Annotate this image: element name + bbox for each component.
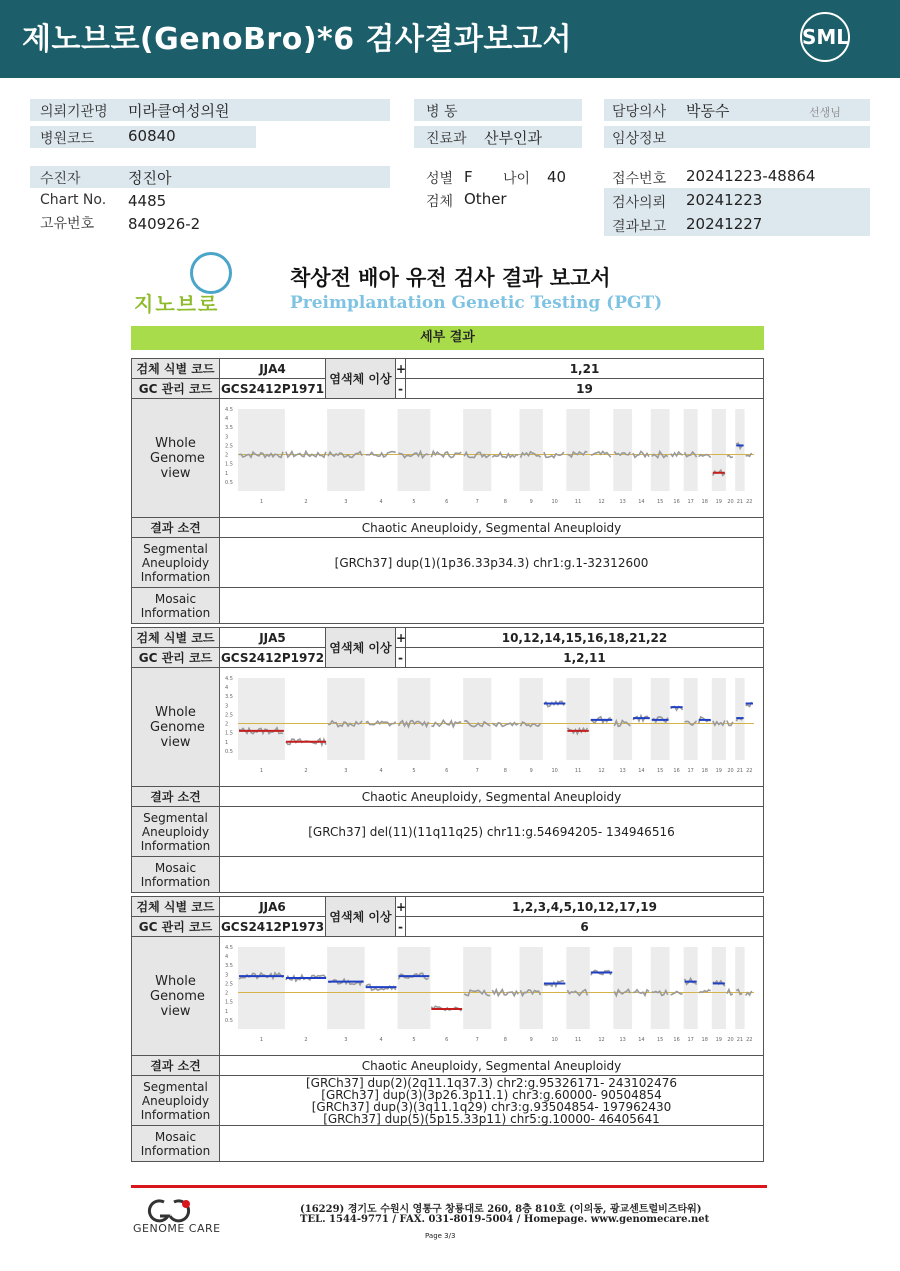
x-tick-label: 14 xyxy=(638,1037,645,1043)
segmental-value xyxy=(220,807,764,857)
segmental-line: [GRCh37] dup(3)(3q11.1q29) chr3:g.93504854- 197962430 xyxy=(311,1099,672,1114)
y-tick-label: 1.5 xyxy=(225,999,233,1006)
doctor-suffix: 선생님 xyxy=(809,106,841,119)
y-tick-label: 2 xyxy=(225,721,229,728)
chromosome-band xyxy=(684,678,698,760)
x-tick-label: 19 xyxy=(715,499,723,505)
x-tick-label: 19 xyxy=(715,1037,723,1043)
brand-name: 지노브로 xyxy=(134,292,220,316)
company-name: GENOME CARE xyxy=(133,1222,221,1235)
whole-genome-chart xyxy=(220,668,764,787)
chromosome-band xyxy=(519,678,542,760)
chromosome-band xyxy=(651,409,670,491)
sml-logo: SML xyxy=(800,12,850,62)
copy-number-points xyxy=(633,990,649,996)
whole-genome-label: Whole Genome view xyxy=(132,399,220,518)
doctor-value: 박동수 xyxy=(686,102,730,120)
x-tick-label: 14 xyxy=(638,499,645,505)
chromosome-label: 염색체 이상 xyxy=(326,897,396,937)
finding-value: Chaotic Aneuploidy, Segmental Aneuploidy xyxy=(220,787,764,807)
x-tick-label: 16 xyxy=(673,768,680,774)
gain-sign: + xyxy=(396,628,406,648)
patient-name-value: 정진아 xyxy=(128,169,172,187)
gc-code-label: GC 관리 코드 xyxy=(132,648,220,668)
y-tick-label: 1 xyxy=(225,1008,229,1015)
gc-code-value: GCS2412P1972 xyxy=(220,648,326,668)
report-date-label: 결과보고 xyxy=(612,219,667,235)
chromosome-band xyxy=(463,409,491,491)
chromosome-band xyxy=(327,947,365,1029)
sample-panel xyxy=(131,627,764,893)
specimen-label: 검체 xyxy=(426,194,454,210)
dept-value: 산부인과 xyxy=(484,129,542,147)
segmental-label: Segmental Aneuploidy Information xyxy=(132,1076,220,1126)
x-tick-label: 6 xyxy=(445,768,449,774)
y-tick-label: 1 xyxy=(225,739,229,746)
x-tick-label: 6 xyxy=(445,1037,449,1043)
chromosome-band xyxy=(566,678,589,760)
segmental-line: [GRCh37] dup(3)(3p26.3p11.1) chr3:g.60000- 90504854 xyxy=(321,1087,662,1102)
segmental-line: [GRCh37] dup(5)(5p15.33p11) chr5:g.10000- 46405641 xyxy=(323,1111,660,1126)
copy-number-points xyxy=(699,455,711,458)
chromosome-band xyxy=(463,947,491,1029)
company-address: (16229) 경기도 수원시 영통구 창룡대로 260, 8층 810호 (이의동, 광교센트럴비즈타워) xyxy=(300,1204,702,1215)
genome-plot xyxy=(222,939,760,1053)
segmental-label: Segmental Aneuploidy Information xyxy=(132,538,220,588)
segmental-line: [GRCh37] dup(1)(1p36.33p34.3) chr1:g.1-32312600 xyxy=(334,555,649,570)
hospital-code-value: 60840 xyxy=(128,127,176,145)
loss-chromosomes: 1,2,11 xyxy=(406,648,764,668)
chromosome-band xyxy=(327,678,365,760)
gain-chromosomes: 1,2,3,4,5,10,12,17,19 xyxy=(406,897,764,917)
x-tick-label: 1 xyxy=(259,499,264,505)
x-tick-label: 8 xyxy=(503,499,507,505)
x-tick-label: 2 xyxy=(304,499,308,505)
y-tick-label: 1.5 xyxy=(225,730,233,737)
loss-chromosomes: 19 xyxy=(406,379,764,399)
y-tick-label: 1 xyxy=(225,470,229,477)
patient-name-bar xyxy=(30,166,390,188)
x-tick-label: 18 xyxy=(701,768,708,774)
whole-genome-chart xyxy=(220,399,764,518)
loss-chromosomes: 6 xyxy=(406,917,764,937)
x-tick-label: 9 xyxy=(529,1037,533,1043)
segmental-line: [GRCh37] del(11)(11q11q25) chr11:g.54694205- 134946516 xyxy=(308,824,675,839)
chart-no-label: Chart No. xyxy=(40,192,107,208)
x-tick-label: 5 xyxy=(412,1037,416,1043)
x-tick-label: 8 xyxy=(503,1037,507,1043)
y-tick-label: 4 xyxy=(225,685,229,692)
chromosome-band xyxy=(397,947,430,1029)
finding-label: 결과 소견 xyxy=(132,1056,220,1076)
y-tick-label: 4.5 xyxy=(225,407,233,413)
x-tick-label: 4 xyxy=(379,499,383,505)
receipt-label: 접수번호 xyxy=(612,171,667,187)
segmental-line: [GRCh37] dup(2)(2q11.1q37.3) chr2:g.95326171- 243102476 xyxy=(306,1075,677,1090)
x-tick-label: 20 xyxy=(727,768,734,774)
x-tick-label: 8 xyxy=(503,768,507,774)
x-tick-label: 17 xyxy=(687,1037,694,1043)
x-tick-label: 7 xyxy=(475,768,479,774)
gc-code-label: GC 관리 코드 xyxy=(132,917,220,937)
chromosome-band xyxy=(712,678,726,760)
y-tick-label: 2.5 xyxy=(225,981,233,988)
patient-name-label: 수진자 xyxy=(40,171,81,187)
whole-genome-chart xyxy=(220,937,764,1056)
doctor-label: 담당의사 xyxy=(612,104,667,120)
sample-table xyxy=(131,896,764,1162)
specimen-code-label: 검체 식별 코드 xyxy=(132,897,220,917)
y-tick-label: 4 xyxy=(225,954,229,961)
chromosome-band xyxy=(519,947,542,1029)
y-tick-label: 2 xyxy=(225,452,229,459)
x-tick-label: 21 xyxy=(736,1037,744,1043)
y-tick-label: 4 xyxy=(225,416,229,423)
whole-genome-label: Whole Genome view xyxy=(132,937,220,1056)
x-tick-label: 12 xyxy=(598,499,605,505)
request-label: 검사의뢰 xyxy=(612,195,667,211)
x-tick-label: 3 xyxy=(344,1037,348,1043)
report-date-value: 20241227 xyxy=(686,215,763,233)
x-tick-label: 6 xyxy=(445,499,449,505)
y-tick-label: 3.5 xyxy=(225,425,233,432)
x-tick-label: 21 xyxy=(736,768,744,774)
ward-label: 병 동 xyxy=(426,104,458,120)
chromosome-band xyxy=(566,947,589,1029)
institution-label: 의뢰기관명 xyxy=(40,104,108,120)
sample-panel xyxy=(131,358,764,624)
hospital-code-label: 병원코드 xyxy=(40,131,95,147)
copy-number-points xyxy=(671,992,683,996)
clinical-label: 임상정보 xyxy=(612,131,667,147)
page-number: Page 3/3 xyxy=(425,1232,456,1240)
x-tick-label: 10 xyxy=(551,1037,558,1043)
mosaic-label: Mosaic Information xyxy=(132,1126,220,1162)
x-tick-label: 12 xyxy=(598,768,605,774)
mosaic-label: Mosaic Information xyxy=(132,588,220,624)
y-tick-label: 0.5 xyxy=(225,1017,233,1024)
segmental-value xyxy=(220,1076,764,1126)
age-value: 40 xyxy=(547,168,567,186)
age-label: 나이 xyxy=(503,171,531,187)
genome-plot xyxy=(222,401,760,515)
specimen-code-value: JJA5 xyxy=(220,628,326,648)
x-tick-label: 10 xyxy=(551,499,558,505)
mosaic-value xyxy=(220,1126,764,1162)
copy-number-points xyxy=(727,455,733,457)
y-tick-label: 3 xyxy=(225,703,229,710)
x-tick-label: 22 xyxy=(746,1037,753,1043)
x-tick-label: 19 xyxy=(715,768,723,774)
x-tick-label: 20 xyxy=(727,499,734,505)
genome-plot xyxy=(222,670,760,784)
y-tick-label: 3 xyxy=(225,434,229,441)
x-tick-label: 7 xyxy=(475,499,479,505)
mosaic-label: Mosaic Information xyxy=(132,857,220,893)
chromosome-band xyxy=(238,947,285,1029)
genome-care-logo xyxy=(128,1196,224,1242)
gain-chromosomes: 10,12,14,15,16,18,21,22 xyxy=(406,628,764,648)
x-tick-label: 12 xyxy=(598,1037,605,1043)
y-tick-label: 3.5 xyxy=(225,963,233,970)
chromosome-band xyxy=(735,409,744,491)
unique-id-value: 840926-2 xyxy=(128,215,201,233)
finding-label: 결과 소견 xyxy=(132,787,220,807)
chromosome-label: 염색체 이상 xyxy=(326,359,396,399)
chromosome-label: 염색체 이상 xyxy=(326,628,396,668)
x-tick-label: 15 xyxy=(656,1037,664,1043)
x-tick-label: 22 xyxy=(746,499,753,505)
chromosome-band xyxy=(519,409,542,491)
sex-label: 성별 xyxy=(426,171,454,187)
y-tick-label: 3.5 xyxy=(225,694,233,701)
x-tick-label: 2 xyxy=(304,768,308,774)
y-tick-label: 0.5 xyxy=(225,748,233,755)
loss-sign: - xyxy=(396,917,406,937)
x-tick-label: 16 xyxy=(673,1037,680,1043)
x-tick-label: 22 xyxy=(746,768,753,774)
x-tick-label: 7 xyxy=(475,1037,479,1043)
sample-panel xyxy=(131,896,764,1162)
sample-table xyxy=(131,358,764,624)
y-tick-label: 2 xyxy=(225,990,229,997)
x-tick-label: 13 xyxy=(619,1037,626,1043)
x-tick-label: 9 xyxy=(529,499,533,505)
page-title: 제노브로(GenoBro)*6 검사결과보고서 xyxy=(22,22,572,57)
gain-sign: + xyxy=(396,897,406,917)
specimen-code-value: JJA4 xyxy=(220,359,326,379)
gc-code-value: GCS2412P1973 xyxy=(220,917,326,937)
dept-label: 진료과 xyxy=(426,131,467,147)
x-tick-label: 11 xyxy=(574,499,582,505)
gc-code-label: GC 관리 코드 xyxy=(132,379,220,399)
copy-number-points xyxy=(492,453,518,458)
x-tick-label: 11 xyxy=(574,768,582,774)
copy-number-points xyxy=(727,721,733,726)
x-tick-label: 1 xyxy=(259,768,264,774)
report-header xyxy=(0,0,900,78)
x-tick-label: 14 xyxy=(638,768,645,774)
whole-genome-label: Whole Genome view xyxy=(132,668,220,787)
chromosome-band xyxy=(712,947,726,1029)
gain-chromosomes: 1,21 xyxy=(406,359,764,379)
chromosome-band xyxy=(613,409,632,491)
x-tick-label: 10 xyxy=(551,768,558,774)
x-tick-label: 20 xyxy=(727,1037,734,1043)
chromosome-band xyxy=(735,947,744,1029)
chromosome-band xyxy=(684,947,698,1029)
y-tick-label: 1.5 xyxy=(225,461,233,468)
chromosome-band xyxy=(397,409,430,491)
sex-value: F xyxy=(464,168,473,186)
x-tick-label: 2 xyxy=(304,1037,308,1043)
x-tick-label: 5 xyxy=(412,499,416,505)
y-tick-label: 3 xyxy=(225,972,229,979)
finding-label: 결과 소견 xyxy=(132,518,220,538)
y-tick-label: 0.5 xyxy=(225,479,233,486)
sample-table xyxy=(131,627,764,893)
chromosome-band xyxy=(613,947,632,1029)
gc-code-value: GCS2412P1971 xyxy=(220,379,326,399)
loss-sign: - xyxy=(396,648,406,668)
report-subtitle: Preimplantation Genetic Testing (PGT) xyxy=(290,293,663,313)
specimen-code-label: 검체 식별 코드 xyxy=(132,359,220,379)
finding-value: Chaotic Aneuploidy, Segmental Aneuploidy xyxy=(220,1056,764,1076)
unique-id-label: 고유번호 xyxy=(40,216,95,232)
copy-number-points xyxy=(431,720,461,726)
chromosome-band xyxy=(613,678,632,760)
y-tick-label: 2.5 xyxy=(225,443,233,450)
x-tick-label: 18 xyxy=(701,499,708,505)
gain-sign: + xyxy=(396,359,406,379)
x-tick-label: 16 xyxy=(673,499,680,505)
copy-number-points xyxy=(591,451,611,457)
x-tick-label: 1 xyxy=(259,1037,264,1043)
receipt-value: 20241223-48864 xyxy=(686,167,816,185)
x-tick-label: 17 xyxy=(687,768,694,774)
x-tick-label: 15 xyxy=(656,499,664,505)
y-tick-label: 2.5 xyxy=(225,712,233,719)
chromosome-band xyxy=(712,409,726,491)
chromosome-band xyxy=(684,409,698,491)
x-tick-label: 13 xyxy=(619,499,626,505)
x-tick-label: 5 xyxy=(412,768,416,774)
finding-value: Chaotic Aneuploidy, Segmental Aneuploidy xyxy=(220,518,764,538)
mosaic-value xyxy=(220,588,764,624)
specimen-code-label: 검체 식별 코드 xyxy=(132,628,220,648)
x-tick-label: 4 xyxy=(379,1037,383,1043)
chart-no-value: 4485 xyxy=(128,192,167,210)
x-tick-label: 18 xyxy=(701,1037,708,1043)
chromosome-band xyxy=(238,409,285,491)
specimen-code-value: JJA6 xyxy=(220,897,326,917)
y-tick-label: 4.5 xyxy=(225,945,233,951)
chromosome-band xyxy=(397,678,430,760)
x-tick-label: 9 xyxy=(529,768,533,774)
segmental-label: Segmental Aneuploidy Information xyxy=(132,807,220,857)
mosaic-value xyxy=(220,857,764,893)
chromosome-band xyxy=(238,678,285,760)
request-value: 20241223 xyxy=(686,191,763,209)
specimen-value: Other xyxy=(464,190,507,208)
chromosome-band xyxy=(327,409,365,491)
report-title: 착상전 배아 유전 검사 결과 보고서 xyxy=(290,266,611,290)
y-tick-label: 4.5 xyxy=(225,676,233,682)
x-tick-label: 15 xyxy=(656,768,664,774)
chromosome-band xyxy=(463,678,491,760)
x-tick-label: 3 xyxy=(344,768,348,774)
company-contact: TEL. 1544-9771 / FAX. 031-8019-5004 / Homepage. www.genomecare.net xyxy=(300,1214,710,1225)
chromosome-band xyxy=(566,409,589,491)
x-tick-label: 21 xyxy=(736,499,744,505)
section-title: 세부 결과 xyxy=(131,326,764,350)
x-tick-label: 17 xyxy=(687,499,694,505)
loss-sign: - xyxy=(396,379,406,399)
chromosome-band xyxy=(651,947,670,1029)
x-tick-label: 11 xyxy=(574,1037,582,1043)
footer-divider xyxy=(131,1185,767,1188)
segmental-value xyxy=(220,538,764,588)
x-tick-label: 4 xyxy=(379,768,383,774)
x-tick-label: 3 xyxy=(344,499,348,505)
institution-value: 미라클여성의원 xyxy=(128,102,230,120)
copy-number-points xyxy=(746,991,752,996)
x-tick-label: 13 xyxy=(619,768,626,774)
